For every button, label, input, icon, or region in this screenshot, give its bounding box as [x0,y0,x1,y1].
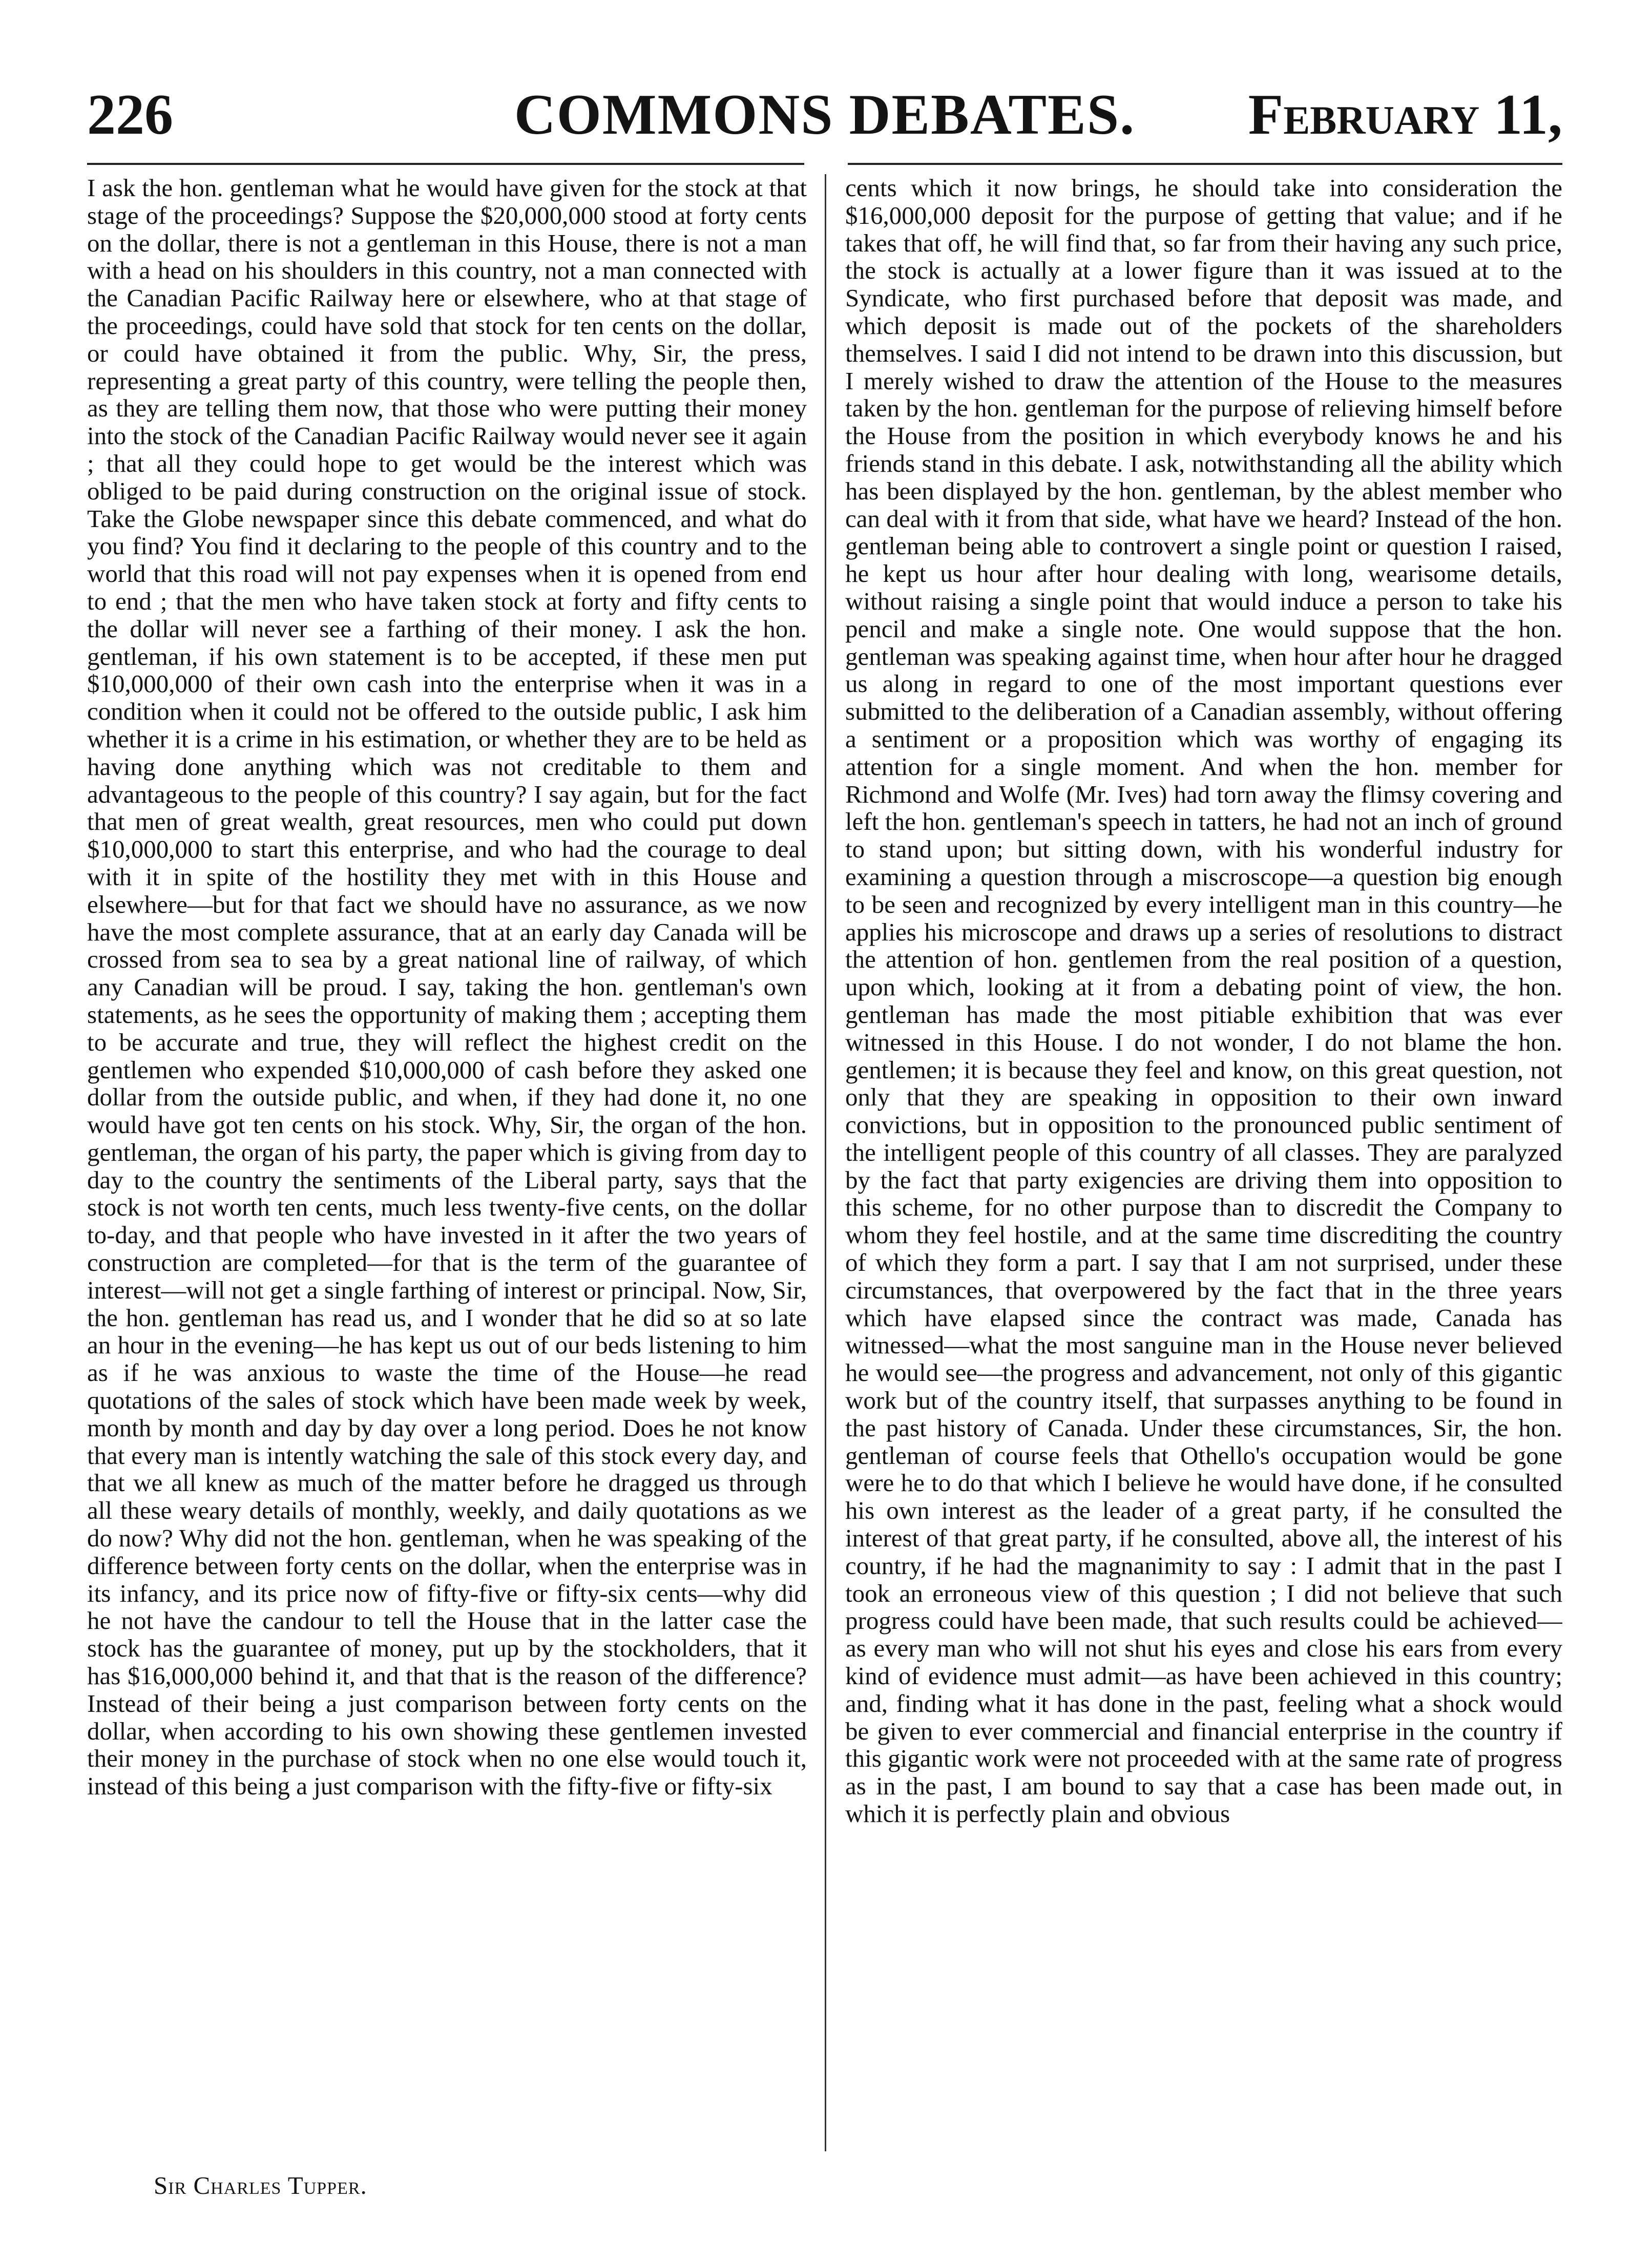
text-column-right [845,174,1562,2162]
column-text: cents which it now brings, he should take into consideration the $16,000,000 deposit for the purpose of getting that value; and if he takes that off, he will find that, so far from their having any such price, the stock is actually at a lower figure than it was issued at to the Syndicate, who first purchased before that deposit was made, and which deposit is made out of the pockets of the shareholders themselves. I said I did not intend to be drawn into this discussion, but I merely wished to draw the attention of the House to the measures taken by the hon. gentleman for the purpose of relieving himself before the House from the position in which everybody knows he and his friends stand in this debate. I ask, notwithstanding all the ability which has been displayed by the hon. gentleman, by the ablest member who can deal with it from that side, what have we heard? Instead of the hon. gentleman being able to controvert a single point or question I raised, he kept us hour after hour dealing with long, wearisome details, without raising a single point that would induce a person to take his pencil and make a single note. One would suppose that the hon. gentleman was speaking against time, when hour after hour he dragged us along in regard to one of the most important questions ever submitted to the deliberation of a Canadian assembly, without offering a sentiment or a proposition which was worthy of engaging its attention for a single moment. And when the hon. member for Richmond and Wolfe (Mr. Ives) had torn away the flimsy covering and left the hon. gentleman's speech in tatters, he had not an inch of ground to stand upon; but sitting down, with his wonderful industry for examining a question through a miscroscope—a question big enough to be seen and recognized by every intelligent man in this country—he applies his microscope and draws up a series of resolutions to distract the attention of hon. gentlemen from the real position of a question, upon which, looking at it from a debating point of view, the hon. gentleman has made the most pitiable exhibition that was ever witnessed in this House. I do not wonder, I do not blame the hon. gentlemen; it is because they feel and know, on this great question, not only that they are speaking in opposition to their own inward convictions, but in opposition to the pronounced public sentiment of the intelligent people of this country of all classes. They are paralyzed by the fact that party exigencies are driving them into opposition to this scheme, for no other purpose than to discredit the Company to whom they feel hostile, and at the same time discrediting the country of which they form a part. I say that I am not surprised, under these circumstances, that overpowered by the fact that in the three years which have elapsed since the contract was made, Canada has witnessed—what the most sanguine man in the House never believed he would see—the progress and advancement, not only of this gigantic work but of the country itself, that surpasses anything to be found in the past history of Canada. Under these circumstances, Sir, the hon. gentleman of course feels that Othello's occupation would be gone were he to do that which I believe he would have done, if he consulted his own interest as the leader of a great party, if he consulted the interest of that great party, if he consulted, above all, the interest of his country, if he had the magnanimity to say : I admit that in the past I took an erroneous view of this question ; I did not believe that such progress could have been made, that such results could be achieved—as every man who will not shut his eyes and close his ears from every kind of evidence must admit—as have been achieved in this country; and, finding what it has done in the past, feeling what a shock would be given to ever commercial and financial enterprise in the country if this gigantic work were not proceeded with at the same rate of progress as in the past, I am bound to say that a case has been made out, in which it is perfectly plain and obvious [845,174,1562,1828]
column-text: I ask the hon. gentleman what he would have given for the stock at that stage of the proceedings? Suppose the $20,000,000 stood at forty cents on the dollar, there is not a gentleman in this House, there is not a man with a head on his shoulders in this country, not a man connected with the Canadian Pacific Railway here or elsewhere, who at that stage of the proceedings, could have sold that stock for ten cents on the dollar, or could have obtained it from the public. Why, Sir, the press, representing a great party of this country, were telling the people then, as they are telling them now, that those who were putting their money into the stock of the Canadian Pacific Railway would never see it again ; that all they could hope to get would be the interest which was obliged to be paid during construction on the original issue of stock. Take the Globe newspaper since this debate commenced, and what do you find? You find it declaring to the people of this country and to the world that this road will not pay expenses when it is opened from end to end ; that the men who have taken stock at forty and fifty cents to the dollar will never see a farthing of their money. I ask the hon. gentleman, if his own statement is to be accepted, if these men put $10,000,000 of their own cash into the enterprise when it was in a condition when it could not be offered to the outside public, I ask him whether it is a crime in his estimation, or whether they are to be held as having done anything which was not creditable to them and advantageous to the people of this country? I say again, but for the fact that men of great wealth, great resources, men who could put down $10,000,000 to start this enterprise, and who had the courage to deal with it in spite of the hostility they met with in this House and elsewhere—but for that fact we should have no assurance, as we now have the most complete assurance, that at an early day Canada will be crossed from sea to sea by a great national line of railway, of which any Canadian will be proud. I say, taking the hon. gentleman's own statements, as he sees the opportunity of making them ; accepting them to be accurate and true, they will reflect the highest credit on the gentlemen who expended $10,000,000 of cash before they asked one dollar from the outside public, and when, if they had done it, no one would have got ten cents on his stock. Why, Sir, the organ of the hon. gentleman, the organ of his party, the paper which is giving from day to day to the country the sentiments of the Liberal party, says that the stock is not worth ten cents, much less twenty-five cents, on the dollar to-day, and that people who have invested in it after the two years of construction are completed—for that is the term of the guarantee of interest—will not get a single farthing of interest or principal. Now, Sir, the hon. gentleman has read us, and I wonder that he did so at so late an hour in the evening—he has kept us out of our beds listening to him as if he was anxious to waste the time of the House—he read quotations of the sales of stock which have been made week by week, month by month and day by day over a long period. Does he not know that every man is intently watching the sale of this stock every day, and that we all knew as much of the matter before he dragged us through all these weary details of monthly, weekly, and daily quotations as we do now? Why did not the hon. gentleman, when he was speaking of the difference between forty cents on the dollar, when the enterprise was in its infancy, and its price now of fifty-five or fifty-six cents—why did he not have the candour to tell the House that in the latter case the stock has the guarantee of money, put up by the stockholders, that it has $16,000,000 behind it, and that that is the reason of the difference? Instead of their being a just comparison between forty cents on the dollar, when according to his own showing these gentlemen invested their money in the purchase of stock when no one else would touch it, instead of this being a just comparison with the fifty-five or fifty-six [87,174,807,1800]
text-column-left [87,174,807,2162]
speaker-footer: Sir Charles Tupper. [154,2171,367,2199]
header-rule-right [848,163,1562,165]
page-header [87,77,1562,154]
page-date: February 11, [1248,83,1562,146]
column-divider [825,174,826,2151]
page-number: 226 [87,83,173,146]
publication-title: COMMONS DEBATES. [514,83,1136,146]
header-rule-left [87,163,804,165]
